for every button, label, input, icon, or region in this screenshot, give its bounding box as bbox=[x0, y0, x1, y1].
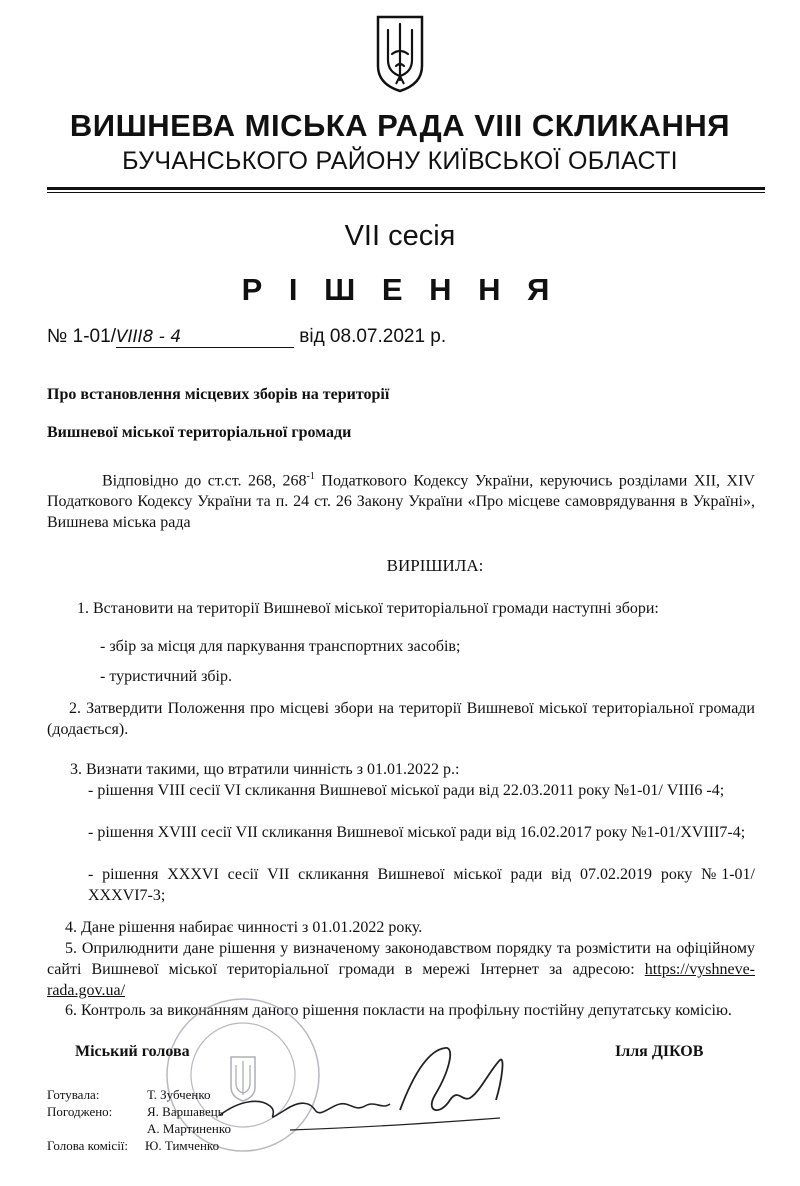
agreed-name-1: Я. Варшавець bbox=[147, 1104, 224, 1119]
mayor-name: Ілля ДІКОВ bbox=[615, 1043, 704, 1060]
decision-date: від 08.07.2021 р. bbox=[299, 326, 447, 347]
resolved-heading: ВИРІШИЛА: bbox=[386, 556, 484, 575]
session-title: VII сесія bbox=[344, 220, 456, 252]
district-title: БУЧАНСЬКОГО РАЙОНУ КИЇВСЬКОЇ ОБЛАСТІ bbox=[122, 147, 678, 175]
preamble bbox=[47, 466, 755, 533]
item-4: 4. Дане рішення набирає чинності з 01.01.2022 року. bbox=[65, 919, 423, 936]
mayor-role: Міський голова bbox=[75, 1043, 190, 1060]
preamble-part2: Податкового Кодексу України, керуючись розділами XII, XIV Податкового Кодексу України та п. 24 ст. 26 Закону України «Про місцеве самоврядування в Україні», Вишнева міська рада bbox=[47, 472, 755, 532]
preamble-superscript: -1 bbox=[306, 471, 315, 482]
header-rule-thick bbox=[47, 187, 765, 190]
decision-number-handwritten: VIII8 - 4 bbox=[116, 327, 294, 348]
header-rule-thin bbox=[47, 192, 765, 193]
decision-title: Р І Ш Е Н Н Я bbox=[241, 272, 559, 307]
item-3-sub-1: - рішення VIII сесії VI скликання Вишневої міської ради від 22.03.2011 року №1-01/ VIII6 -4; bbox=[88, 782, 725, 799]
council-title: ВИШНЕВА МІСЬКА РАДА VIII СКЛИКАННЯ bbox=[69, 108, 731, 143]
coat-of-arms-icon bbox=[374, 14, 426, 94]
website-link[interactable]: https://vyshneve-rada.gov.ua/ bbox=[47, 961, 756, 999]
agreed-label: Погоджено: bbox=[47, 1104, 113, 1119]
item-5 bbox=[47, 938, 755, 1001]
prepared-label: Готувала: bbox=[47, 1087, 100, 1102]
item-6: 6. Контроль за виконанням даного рішення покласти на профільну постійну депутатську комісію. bbox=[65, 1002, 732, 1019]
decision-number-line bbox=[47, 326, 446, 348]
agreed-name-2: А. Мартиненко bbox=[147, 1121, 232, 1136]
item-1: 1. Встановити на території Вишневої міської територіальної громади наступні збори: bbox=[77, 600, 659, 617]
preamble-part1: Відповідно до ст.ст. 268, 268 bbox=[102, 472, 307, 490]
item-1-sub-2: - туристичний збір. bbox=[100, 668, 232, 685]
item-1-sub-1: - збір за місця для паркування транспортних засобів; bbox=[100, 638, 461, 655]
item-2: 2. Затвердити Положення про місцеві збори на території Вишневої міської територіальної громади (додається). bbox=[47, 700, 755, 738]
subject-line-1: Про встановлення місцевих зборів на території bbox=[47, 386, 390, 403]
item-3-sub-2: - рішення XVIII сесії VII скликання Вишневої міської ради від 16.02.2017 року №1-01/XVIII7-4; bbox=[88, 824, 746, 841]
prepared-name: Т. Зубченко bbox=[147, 1087, 211, 1102]
subject-line-2: Вишневої міської територіальної громади bbox=[47, 424, 352, 441]
item-3-sub-3: - рішення XXXVI сесії VII скликання Вишневої міської ради від 07.02.2019 року №1-01/ XXXVI7-3; bbox=[88, 866, 755, 904]
decision-number-prefix: № 1-01/ bbox=[47, 326, 116, 347]
item-3: 3. Визнати такими, що втратили чинність з 01.01.2022 р.: bbox=[70, 761, 460, 778]
committee-label: Голова комісії: bbox=[47, 1138, 129, 1153]
handwritten-signature bbox=[200, 1040, 540, 1150]
committee-name: Ю. Тимченко bbox=[145, 1138, 220, 1153]
item-5-text: 5. Оприлюднити дане рішення у визначеному законодавством порядку та розмістити на офіційному сайті Вишневої міської територіальної громади в мережі Інтернет за адресою: bbox=[47, 940, 755, 978]
